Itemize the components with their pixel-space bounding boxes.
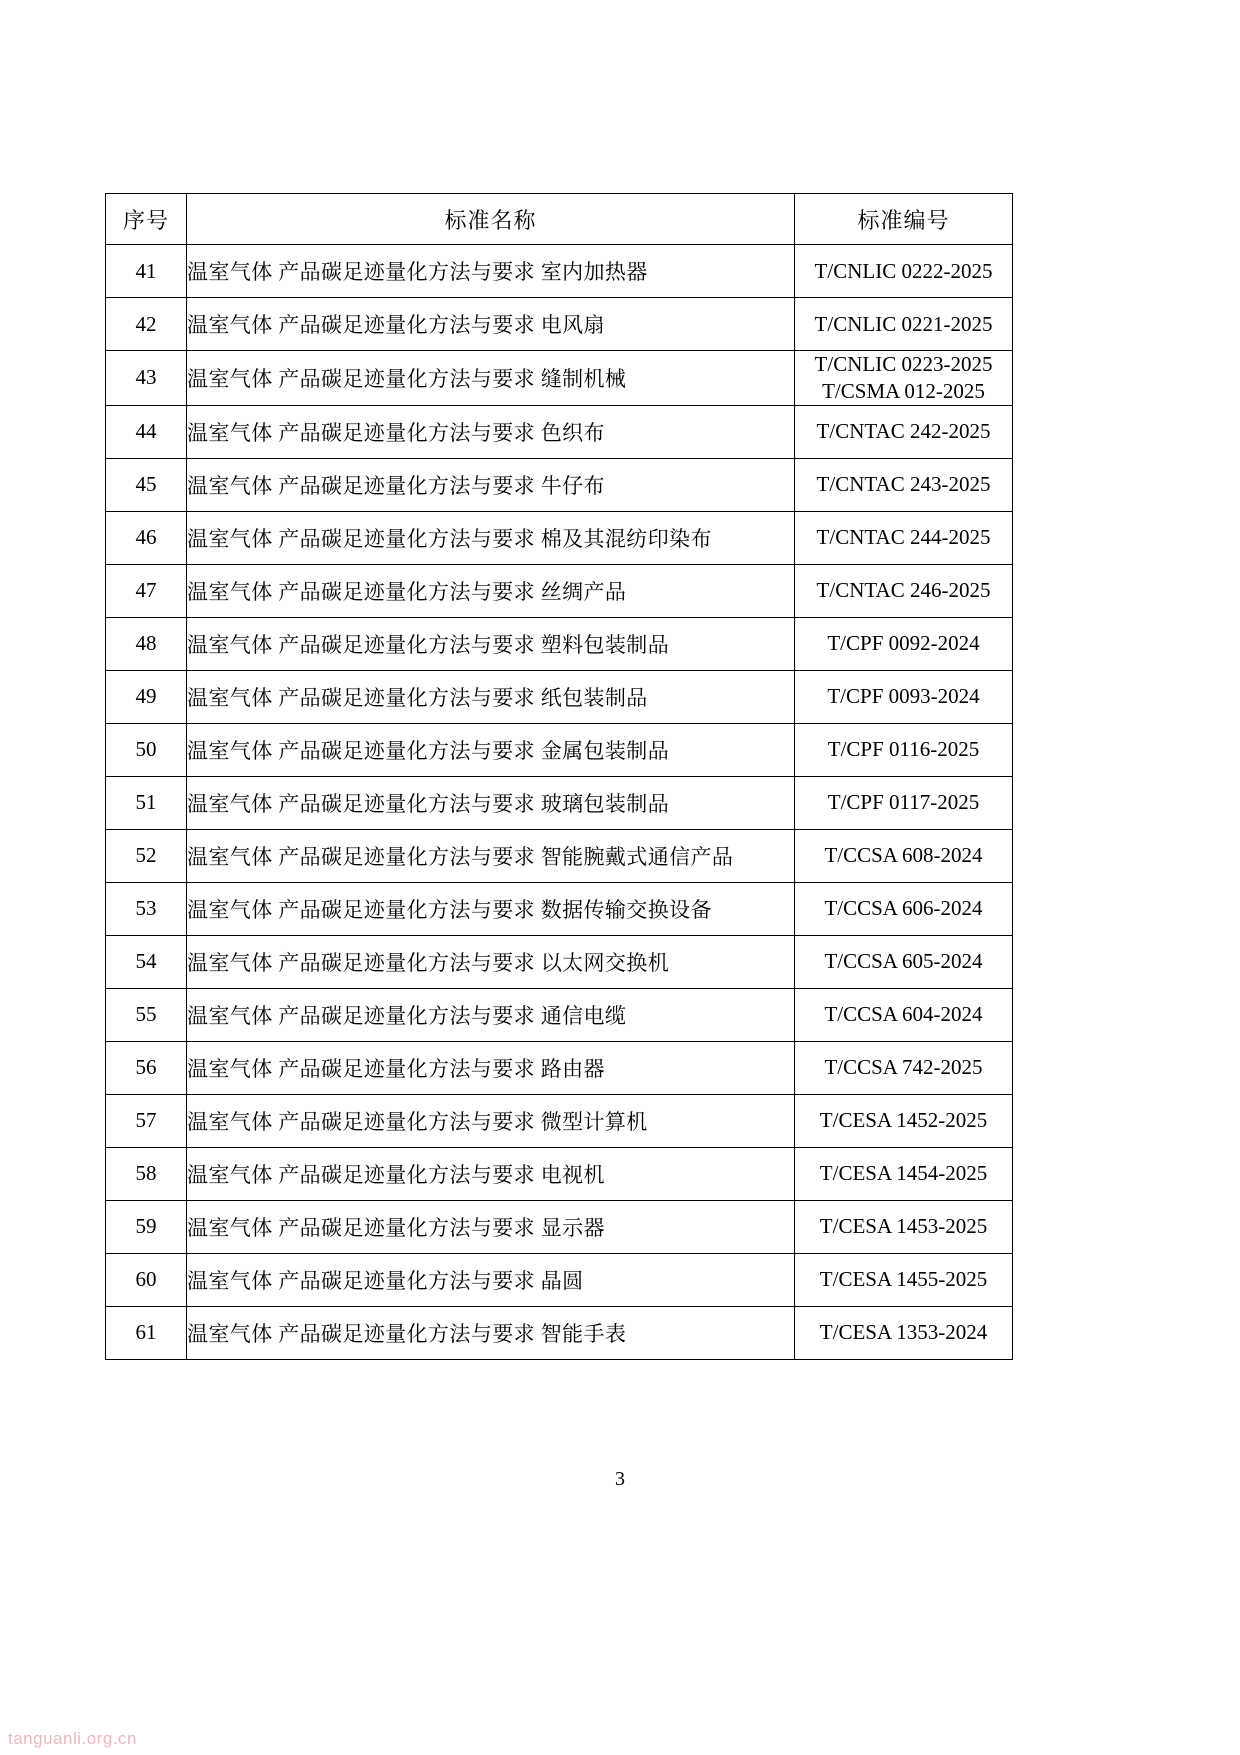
table-row — [106, 458, 1013, 511]
cell-standard-name: 温室气体 产品碳足迹量化方法与要求 数据传输交换设备 — [187, 882, 795, 935]
cell-standard-code — [795, 882, 1013, 935]
cell-standard-name: 温室气体 产品碳足迹量化方法与要求 棉及其混纺印染布 — [187, 511, 795, 564]
cell-standard-code — [795, 776, 1013, 829]
standard-code-line: T/CNTAC 243-2025 — [816, 472, 991, 497]
cell-standard-code — [795, 1094, 1013, 1147]
table-row — [106, 723, 1013, 776]
cell-seq: 55 — [106, 988, 187, 1041]
column-header-seq: 序号 — [106, 194, 187, 245]
cell-seq: 44 — [106, 405, 187, 458]
cell-standard-code — [795, 1253, 1013, 1306]
cell-standard-name: 温室气体 产品碳足迹量化方法与要求 以太网交换机 — [187, 935, 795, 988]
cell-standard-name: 温室气体 产品碳足迹量化方法与要求 牛仔布 — [187, 458, 795, 511]
table-body — [106, 245, 1013, 1360]
table-header-row — [106, 194, 1013, 245]
standard-code-line: T/CPF 0092-2024 — [827, 631, 980, 656]
table-row — [106, 298, 1013, 351]
table-row — [106, 1306, 1013, 1359]
cell-seq: 54 — [106, 935, 187, 988]
cell-standard-code — [795, 1306, 1013, 1359]
table-row — [106, 882, 1013, 935]
site-watermark — [8, 1729, 137, 1749]
table-row — [106, 405, 1013, 458]
table-row — [106, 988, 1013, 1041]
page-number: 3 — [615, 1468, 625, 1490]
cell-standard-code — [795, 298, 1013, 351]
table-row — [106, 776, 1013, 829]
standard-code-line: T/CNTAC 244-2025 — [816, 525, 991, 550]
standard-code-line: T/CCSA 604-2024 — [824, 1002, 983, 1027]
cell-seq: 49 — [106, 670, 187, 723]
cell-standard-code — [795, 511, 1013, 564]
standard-code-line: T/CPF 0116-2025 — [827, 737, 980, 762]
table-header — [106, 194, 1013, 245]
cell-standard-code — [795, 458, 1013, 511]
cell-standard-name: 温室气体 产品碳足迹量化方法与要求 室内加热器 — [187, 245, 795, 298]
cell-standard-code — [795, 564, 1013, 617]
standard-code-line: T/CPF 0117-2025 — [827, 790, 980, 815]
standard-code-line: T/CNLIC 0222-2025 — [814, 258, 993, 283]
standard-code-line: T/CESA 1455-2025 — [819, 1267, 988, 1292]
cell-seq: 43 — [106, 351, 187, 406]
cell-standard-name: 温室气体 产品碳足迹量化方法与要求 纸包装制品 — [187, 670, 795, 723]
cell-standard-code — [795, 351, 1013, 406]
cell-standard-code — [795, 829, 1013, 882]
table-row — [106, 1041, 1013, 1094]
standard-code-line: T/CESA 1452-2025 — [819, 1108, 988, 1133]
cell-standard-code — [795, 723, 1013, 776]
cell-seq: 58 — [106, 1147, 187, 1200]
table-row — [106, 245, 1013, 298]
cell-seq: 48 — [106, 617, 187, 670]
cell-seq: 56 — [106, 1041, 187, 1094]
table-row — [106, 617, 1013, 670]
cell-seq: 61 — [106, 1306, 187, 1359]
table-row — [106, 1147, 1013, 1200]
standard-code-line: T/CCSA 605-2024 — [824, 949, 983, 974]
table-row — [106, 829, 1013, 882]
standard-code-line: T/CSMA 012-2025 — [822, 378, 985, 403]
standard-code-line: T/CNLIC 0223-2025 — [814, 352, 993, 376]
cell-standard-code — [795, 670, 1013, 723]
cell-standard-name: 温室气体 产品碳足迹量化方法与要求 显示器 — [187, 1200, 795, 1253]
cell-standard-code — [795, 988, 1013, 1041]
column-header-code: 标准编号 — [795, 194, 1013, 245]
cell-seq: 41 — [106, 245, 187, 298]
cell-standard-name: 温室气体 产品碳足迹量化方法与要求 通信电缆 — [187, 988, 795, 1041]
table-row — [106, 1200, 1013, 1253]
cell-seq: 46 — [106, 511, 187, 564]
cell-seq: 52 — [106, 829, 187, 882]
cell-standard-name: 温室气体 产品碳足迹量化方法与要求 丝绸产品 — [187, 564, 795, 617]
table-row — [106, 1253, 1013, 1306]
cell-standard-name: 温室气体 产品碳足迹量化方法与要求 路由器 — [187, 1041, 795, 1094]
cell-standard-name: 温室气体 产品碳足迹量化方法与要求 电风扇 — [187, 298, 795, 351]
cell-standard-code — [795, 1147, 1013, 1200]
cell-standard-name: 温室气体 产品碳足迹量化方法与要求 电视机 — [187, 1147, 795, 1200]
cell-standard-name: 温室气体 产品碳足迹量化方法与要求 色织布 — [187, 405, 795, 458]
cell-standard-code — [795, 245, 1013, 298]
watermark-text: tanguanli.org.cn — [8, 1729, 137, 1748]
standard-code-line: T/CNTAC 242-2025 — [816, 419, 991, 444]
cell-seq: 42 — [106, 298, 187, 351]
cell-seq: 51 — [106, 776, 187, 829]
cell-standard-name: 温室气体 产品碳足迹量化方法与要求 智能手表 — [187, 1306, 795, 1359]
standard-code-line: T/CCSA 742-2025 — [824, 1055, 983, 1080]
table-row — [106, 1094, 1013, 1147]
cell-standard-name: 温室气体 产品碳足迹量化方法与要求 金属包装制品 — [187, 723, 795, 776]
cell-seq: 47 — [106, 564, 187, 617]
cell-seq: 45 — [106, 458, 187, 511]
table-row — [106, 511, 1013, 564]
column-header-name: 标准名称 — [187, 194, 795, 245]
cell-standard-name: 温室气体 产品碳足迹量化方法与要求 缝制机械 — [187, 351, 795, 406]
cell-standard-name: 温室气体 产品碳足迹量化方法与要求 晶圆 — [187, 1253, 795, 1306]
standard-code-line: T/CNTAC 246-2025 — [816, 578, 991, 603]
table-row — [106, 564, 1013, 617]
table-row — [106, 351, 1013, 406]
cell-standard-name: 温室气体 产品碳足迹量化方法与要求 微型计算机 — [187, 1094, 795, 1147]
table-row — [106, 670, 1013, 723]
cell-standard-code — [795, 617, 1013, 670]
standard-code-line: T/CCSA 606-2024 — [824, 896, 983, 921]
cell-seq: 59 — [106, 1200, 187, 1253]
standard-code-line: T/CESA 1353-2024 — [819, 1320, 988, 1345]
cell-standard-name: 温室气体 产品碳足迹量化方法与要求 玻璃包装制品 — [187, 776, 795, 829]
standard-code-line: T/CNLIC 0221-2025 — [814, 311, 993, 336]
standard-code-line: T/CESA 1453-2025 — [819, 1214, 988, 1239]
cell-seq: 50 — [106, 723, 187, 776]
cell-standard-code — [795, 1200, 1013, 1253]
cell-standard-name: 温室气体 产品碳足迹量化方法与要求 智能腕戴式通信产品 — [187, 829, 795, 882]
table-row — [106, 935, 1013, 988]
standard-code-line: T/CCSA 608-2024 — [824, 843, 983, 868]
cell-standard-code — [795, 1041, 1013, 1094]
cell-seq: 53 — [106, 882, 187, 935]
cell-seq: 60 — [106, 1253, 187, 1306]
standards-table-container — [105, 193, 1012, 1360]
standard-code-line: T/CESA 1454-2025 — [819, 1161, 988, 1186]
cell-standard-code — [795, 405, 1013, 458]
standards-table — [105, 193, 1013, 1360]
cell-seq: 57 — [106, 1094, 187, 1147]
standard-code-line: T/CPF 0093-2024 — [827, 684, 980, 709]
cell-standard-name: 温室气体 产品碳足迹量化方法与要求 塑料包装制品 — [187, 617, 795, 670]
cell-standard-code — [795, 935, 1013, 988]
